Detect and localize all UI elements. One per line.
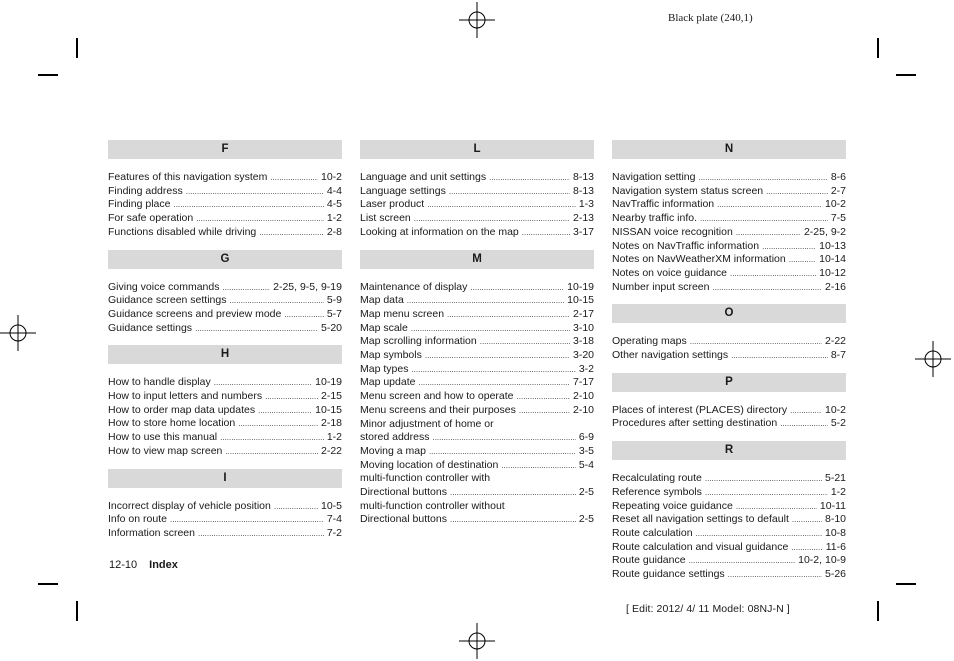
- entry-title: Route guidance settings: [612, 568, 725, 581]
- entry-title: Incorrect display of vehicle position: [108, 499, 271, 512]
- entry-title: Map scale: [360, 321, 408, 334]
- index-entry: [360, 445, 594, 459]
- entry-page-ref: 2-16: [824, 280, 846, 293]
- entry-title: Information screen: [108, 526, 195, 539]
- entry-title: Map menu screen: [360, 307, 445, 320]
- index-entry: [612, 568, 846, 582]
- index-entry: [360, 500, 594, 514]
- index-entry: [108, 445, 342, 459]
- index-entry: [612, 226, 846, 240]
- section-letter-header: O: [612, 304, 846, 323]
- index-column-1: [108, 140, 342, 551]
- dot-leader: [780, 417, 828, 431]
- entry-page-ref: 2-25, 9-5, 9-19: [273, 280, 342, 293]
- section-letter-header: F: [108, 140, 342, 159]
- index-entry: [360, 335, 594, 349]
- index-entry: [360, 198, 594, 212]
- entry-page-ref: 8-6: [830, 171, 846, 183]
- plate-label: Black plate (240,1): [668, 12, 753, 24]
- dot-leader: [517, 390, 570, 404]
- index-entry: [360, 349, 594, 363]
- entry-title: How to handle display: [108, 376, 211, 389]
- crop-mark: [877, 38, 879, 58]
- entry-title: Notes on voice guidance: [612, 266, 727, 279]
- entry-title: How to use this manual: [108, 431, 218, 444]
- index-entry: [360, 281, 594, 295]
- entry-page-ref: 4-5: [326, 198, 342, 211]
- crop-mark: [76, 601, 78, 621]
- index-entry: [108, 185, 342, 199]
- index-entry: [108, 404, 342, 418]
- entry-page-ref: 10-8: [824, 526, 846, 539]
- entry-page-ref: 5-20: [320, 321, 342, 334]
- section-letter-header: P: [612, 373, 846, 392]
- index-entry: [108, 390, 342, 404]
- index-entry: [108, 322, 342, 336]
- dot-leader: [470, 281, 564, 295]
- entry-title: Map data: [360, 294, 404, 307]
- index-entry: [612, 281, 846, 295]
- dot-leader: [238, 417, 318, 431]
- entry-title: Operating maps: [612, 335, 687, 348]
- entry-title: Finding address: [108, 184, 183, 197]
- dot-leader: [427, 198, 576, 212]
- dot-leader: [284, 308, 323, 322]
- dot-leader: [450, 513, 576, 527]
- dot-leader: [411, 363, 575, 377]
- entry-title: Menu screens and their purposes: [360, 403, 516, 416]
- index-entry: [108, 171, 342, 185]
- dot-leader: [265, 390, 318, 404]
- index-section: [360, 140, 594, 240]
- index-entry: [108, 281, 342, 295]
- dot-leader: [522, 226, 570, 240]
- dot-leader: [728, 568, 822, 582]
- index-entry: [612, 500, 846, 514]
- entry-page-ref: 2-17: [572, 307, 594, 320]
- entry-title: Other navigation settings: [612, 349, 729, 362]
- entry-title: Route guidance: [612, 554, 686, 567]
- entry-title: Language settings: [360, 184, 446, 197]
- entry-page-ref: 10-5: [320, 499, 342, 512]
- entry-title: How to input letters and numbers: [108, 390, 263, 403]
- section-letter-header: H: [108, 345, 342, 364]
- index-section: [108, 140, 342, 240]
- page-footer: [109, 559, 178, 571]
- entry-page-ref: 10-11: [819, 499, 846, 512]
- index-entry: [360, 418, 594, 432]
- entry-title: Map symbols: [360, 349, 422, 362]
- entry-page-ref: 10-2, 10-9: [798, 554, 846, 567]
- entry-page-ref: 11-6: [825, 540, 846, 553]
- entry-page-ref: 4-4: [326, 184, 342, 197]
- index-entry: [360, 363, 594, 377]
- entry-title: Laser product: [360, 198, 425, 211]
- entry-page-ref: 5-26: [824, 568, 846, 581]
- dot-leader: [449, 185, 570, 199]
- entry-title: For safe operation: [108, 212, 194, 225]
- dot-leader: [519, 404, 570, 418]
- entry-title: Features of this navigation system: [108, 171, 268, 183]
- index-entry: [612, 253, 846, 267]
- index-entry: [360, 390, 594, 404]
- entry-page-ref: 3-20: [572, 349, 594, 362]
- entry-title: Language and unit settings: [360, 171, 487, 183]
- index-entry: [612, 541, 846, 555]
- index-section: [108, 469, 342, 541]
- entry-page-ref: 7-4: [326, 513, 342, 526]
- index-entry: [360, 472, 594, 486]
- entry-title: Menu screen and how to operate: [360, 390, 514, 403]
- entry-title: Finding place: [108, 198, 171, 211]
- dot-leader: [258, 404, 312, 418]
- entry-title: Guidance screen settings: [108, 294, 227, 307]
- dot-leader: [196, 212, 324, 226]
- index-entry: [360, 459, 594, 473]
- entry-title: Repeating voice guidance: [612, 499, 733, 512]
- index-entry: [360, 486, 594, 500]
- dot-leader: [789, 253, 816, 267]
- dot-leader: [429, 445, 576, 459]
- entry-title: Reference symbols: [612, 485, 702, 498]
- dot-leader: [225, 445, 318, 459]
- index-section: [612, 441, 846, 582]
- entry-title: NISSAN voice recognition: [612, 225, 733, 238]
- index-entry: [108, 527, 342, 541]
- entry-page-ref: 5-7: [326, 307, 342, 320]
- dot-leader: [173, 198, 323, 212]
- entry-page-ref: 1-2: [326, 212, 342, 225]
- index-entry: [108, 500, 342, 514]
- index-column-2: [360, 140, 594, 537]
- entry-title: List screen: [360, 212, 411, 225]
- entry-title: Notes on NavWeatherXM information: [612, 253, 786, 266]
- entry-title: Giving voice commands: [108, 280, 220, 293]
- entry-title: How to store home location: [108, 417, 236, 430]
- entry-title: Navigation setting: [612, 171, 696, 183]
- dot-leader: [195, 322, 318, 336]
- index-entry: [360, 185, 594, 199]
- dot-leader: [791, 541, 822, 555]
- index-entry: [360, 376, 594, 390]
- entry-page-ref: 3-17: [572, 225, 594, 238]
- index-section: [612, 304, 846, 362]
- index-entry: [108, 226, 342, 240]
- entry-page-ref: 2-15: [320, 390, 342, 403]
- index-section: [360, 250, 594, 528]
- entry-title: How to order map data updates: [108, 403, 256, 416]
- dot-leader: [214, 376, 312, 390]
- entry-page-ref: 3-10: [572, 321, 594, 334]
- index-entry: [612, 212, 846, 226]
- entry-page-ref: 7-2: [326, 526, 342, 539]
- entry-page-ref: 2-8: [326, 225, 342, 238]
- entry-page-ref: 10-14: [819, 253, 846, 266]
- index-entry: [108, 212, 342, 226]
- dot-leader: [229, 294, 323, 308]
- entry-page-ref: 10-12: [819, 266, 846, 279]
- index-entry: [612, 472, 846, 486]
- entry-page-ref: 8-10: [824, 513, 846, 526]
- index-entry: [612, 349, 846, 363]
- entry-page-ref: 2-22: [320, 444, 342, 457]
- index-entry: [612, 554, 846, 568]
- dot-leader: [411, 322, 570, 336]
- dot-leader: [736, 226, 801, 240]
- entry-title: Minor adjustment of home or: [360, 417, 494, 430]
- index-entry: [612, 527, 846, 541]
- entry-page-ref: 5-9: [326, 294, 342, 307]
- entry-title: Navigation system status screen: [612, 184, 764, 197]
- crop-mark: [896, 583, 916, 585]
- entry-page-ref: 2-5: [578, 513, 594, 526]
- entry-page-ref: 10-2: [824, 403, 846, 416]
- dot-leader: [270, 171, 318, 185]
- crop-mark: [76, 38, 78, 58]
- index-entry: [108, 294, 342, 308]
- index-entry: [612, 335, 846, 349]
- entry-title: Moving location of destination: [360, 458, 499, 471]
- entry-title: Functions disabled while driving: [108, 225, 257, 238]
- index-entry: [612, 267, 846, 281]
- entry-title: Directional buttons: [360, 513, 447, 526]
- dot-leader: [432, 431, 575, 445]
- entry-page-ref: 2-5: [578, 486, 594, 499]
- entry-title: Recalculating route: [612, 472, 702, 485]
- dot-leader: [792, 513, 822, 527]
- index-entry: [612, 185, 846, 199]
- entry-title: Moving a map: [360, 444, 426, 457]
- registration-mark-icon: [0, 315, 36, 351]
- dot-leader: [731, 349, 828, 363]
- entry-page-ref: 2-25, 9-2: [803, 225, 846, 238]
- dot-leader: [736, 500, 817, 514]
- index-entry: [360, 322, 594, 336]
- entry-title: Guidance settings: [108, 321, 193, 334]
- entry-page-ref: 10-15: [315, 403, 342, 416]
- index-entry: [360, 171, 594, 185]
- dot-leader: [170, 513, 324, 527]
- dot-leader: [700, 212, 828, 226]
- entry-title: Map scrolling information: [360, 335, 477, 348]
- crop-mark: [38, 74, 58, 76]
- entry-page-ref: 10-19: [315, 376, 342, 389]
- entry-title: Nearby traffic info.: [612, 212, 698, 225]
- index-section: [612, 140, 846, 294]
- entry-page-ref: 8-13: [572, 171, 594, 183]
- dot-leader: [418, 376, 570, 390]
- entry-page-ref: 10-19: [567, 280, 594, 293]
- entry-page-ref: 10-13: [819, 239, 846, 252]
- entry-title: How to view map screen: [108, 444, 223, 457]
- index-entry: [612, 171, 846, 185]
- entry-page-ref: 2-13: [572, 212, 594, 225]
- crop-mark: [38, 583, 58, 585]
- dot-leader: [425, 349, 570, 363]
- section-letter-header: G: [108, 250, 342, 269]
- index-entry: [360, 431, 594, 445]
- entry-title: Route calculation and visual guidance: [612, 540, 789, 553]
- dot-leader: [717, 198, 822, 212]
- index-entry: [360, 308, 594, 322]
- page-number: 12-10: [109, 559, 138, 571]
- entry-page-ref: 10-15: [567, 294, 594, 307]
- dot-leader: [186, 185, 324, 199]
- dot-leader: [414, 212, 570, 226]
- index-entry: [108, 417, 342, 431]
- index-column-3: [612, 140, 846, 592]
- entry-page-ref: 5-21: [824, 472, 846, 485]
- dot-leader: [730, 267, 816, 281]
- dot-leader: [762, 240, 816, 254]
- entry-title: Map update: [360, 376, 416, 389]
- dot-leader: [712, 281, 822, 295]
- index-entry: [360, 404, 594, 418]
- entry-page-ref: 7-17: [572, 376, 594, 389]
- entry-page-ref: 3-5: [578, 444, 594, 457]
- edit-note: [ Edit: 2012/ 4/ 11 Model: 08NJ-N ]: [626, 603, 790, 615]
- crop-mark: [877, 601, 879, 621]
- entry-title: Looking at information on the map: [360, 225, 519, 238]
- dot-leader: [698, 171, 827, 185]
- dot-leader: [198, 527, 324, 541]
- entry-page-ref: 2-22: [824, 335, 846, 348]
- entry-page-ref: 2-10: [572, 390, 594, 403]
- entry-page-ref: 7-5: [830, 212, 846, 225]
- index-entry: [360, 294, 594, 308]
- dot-leader: [705, 472, 822, 486]
- section-letter-header: L: [360, 140, 594, 159]
- entry-title: Number input screen: [612, 280, 710, 293]
- entry-title: Route calculation: [612, 526, 693, 539]
- index-entry: [612, 198, 846, 212]
- index-entry: [360, 226, 594, 240]
- entry-page-ref: 6-9: [578, 431, 594, 444]
- section-letter-header: M: [360, 250, 594, 269]
- entry-title: stored address: [360, 431, 430, 444]
- index-section: [108, 345, 342, 458]
- dot-leader: [480, 335, 570, 349]
- index-entry: [612, 513, 846, 527]
- entry-page-ref: 8-13: [572, 184, 594, 197]
- footer-title: Index: [149, 559, 178, 571]
- entry-page-ref: 10-2: [320, 171, 342, 183]
- index-entry: [108, 376, 342, 390]
- dot-leader: [696, 527, 822, 541]
- index-section: [612, 373, 846, 431]
- index-entry: [360, 513, 594, 527]
- section-letter-header: I: [108, 469, 342, 488]
- registration-mark-icon: [915, 341, 951, 377]
- entry-page-ref: 5-2: [830, 417, 846, 430]
- entry-title: Info on route: [108, 513, 167, 526]
- dot-leader: [447, 308, 570, 322]
- entry-title: Directional buttons: [360, 486, 447, 499]
- entry-page-ref: 1-2: [326, 431, 342, 444]
- dot-leader: [705, 486, 828, 500]
- index-entry: [108, 308, 342, 322]
- index-entry: [360, 212, 594, 226]
- dot-leader: [259, 226, 324, 240]
- index-entry: [108, 513, 342, 527]
- entry-page-ref: 2-18: [320, 417, 342, 430]
- dot-leader: [222, 281, 270, 295]
- index-section: [108, 250, 342, 336]
- entry-page-ref: 5-4: [578, 458, 594, 471]
- entry-title: Map types: [360, 362, 409, 375]
- section-letter-header: R: [612, 441, 846, 460]
- entry-title: Reset all navigation settings to default: [612, 513, 789, 526]
- dot-leader: [407, 294, 564, 308]
- entry-title: multi-function controller without: [360, 499, 505, 512]
- index-entry: [108, 198, 342, 212]
- dot-leader: [450, 486, 576, 500]
- dot-leader: [790, 404, 822, 418]
- index-entry: [612, 404, 846, 418]
- entry-page-ref: 2-10: [572, 403, 594, 416]
- index-entry: [612, 240, 846, 254]
- entry-page-ref: 8-7: [830, 349, 846, 362]
- entry-title: Notes on NavTraffic information: [612, 239, 760, 252]
- entry-title: Maintenance of display: [360, 280, 468, 293]
- dot-leader: [274, 500, 318, 514]
- dot-leader: [690, 335, 822, 349]
- dot-leader: [220, 431, 324, 445]
- entry-page-ref: 1-2: [830, 485, 846, 498]
- registration-mark-icon: [459, 623, 495, 659]
- entry-page-ref: 3-18: [572, 335, 594, 348]
- entry-page-ref: 1-3: [578, 198, 594, 211]
- entry-title: NavTraffic information: [612, 198, 715, 211]
- entry-title: Places of interest (PLACES) directory: [612, 403, 788, 416]
- entry-title: multi-function controller with: [360, 472, 491, 485]
- index-entry: [612, 486, 846, 500]
- index-entry: [612, 417, 846, 431]
- entry-title: Procedures after setting destination: [612, 417, 778, 430]
- dot-leader: [501, 459, 575, 473]
- registration-mark-icon: [459, 2, 495, 38]
- crop-mark: [896, 74, 916, 76]
- dot-leader: [689, 554, 796, 568]
- entry-page-ref: 10-2: [824, 198, 846, 211]
- entry-title: Guidance screens and preview mode: [108, 307, 282, 320]
- entry-page-ref: 3-2: [578, 362, 594, 375]
- entry-page-ref: 2-7: [830, 184, 846, 197]
- dot-leader: [766, 185, 828, 199]
- index-entry: [108, 431, 342, 445]
- section-letter-header: N: [612, 140, 846, 159]
- dot-leader: [489, 171, 570, 185]
